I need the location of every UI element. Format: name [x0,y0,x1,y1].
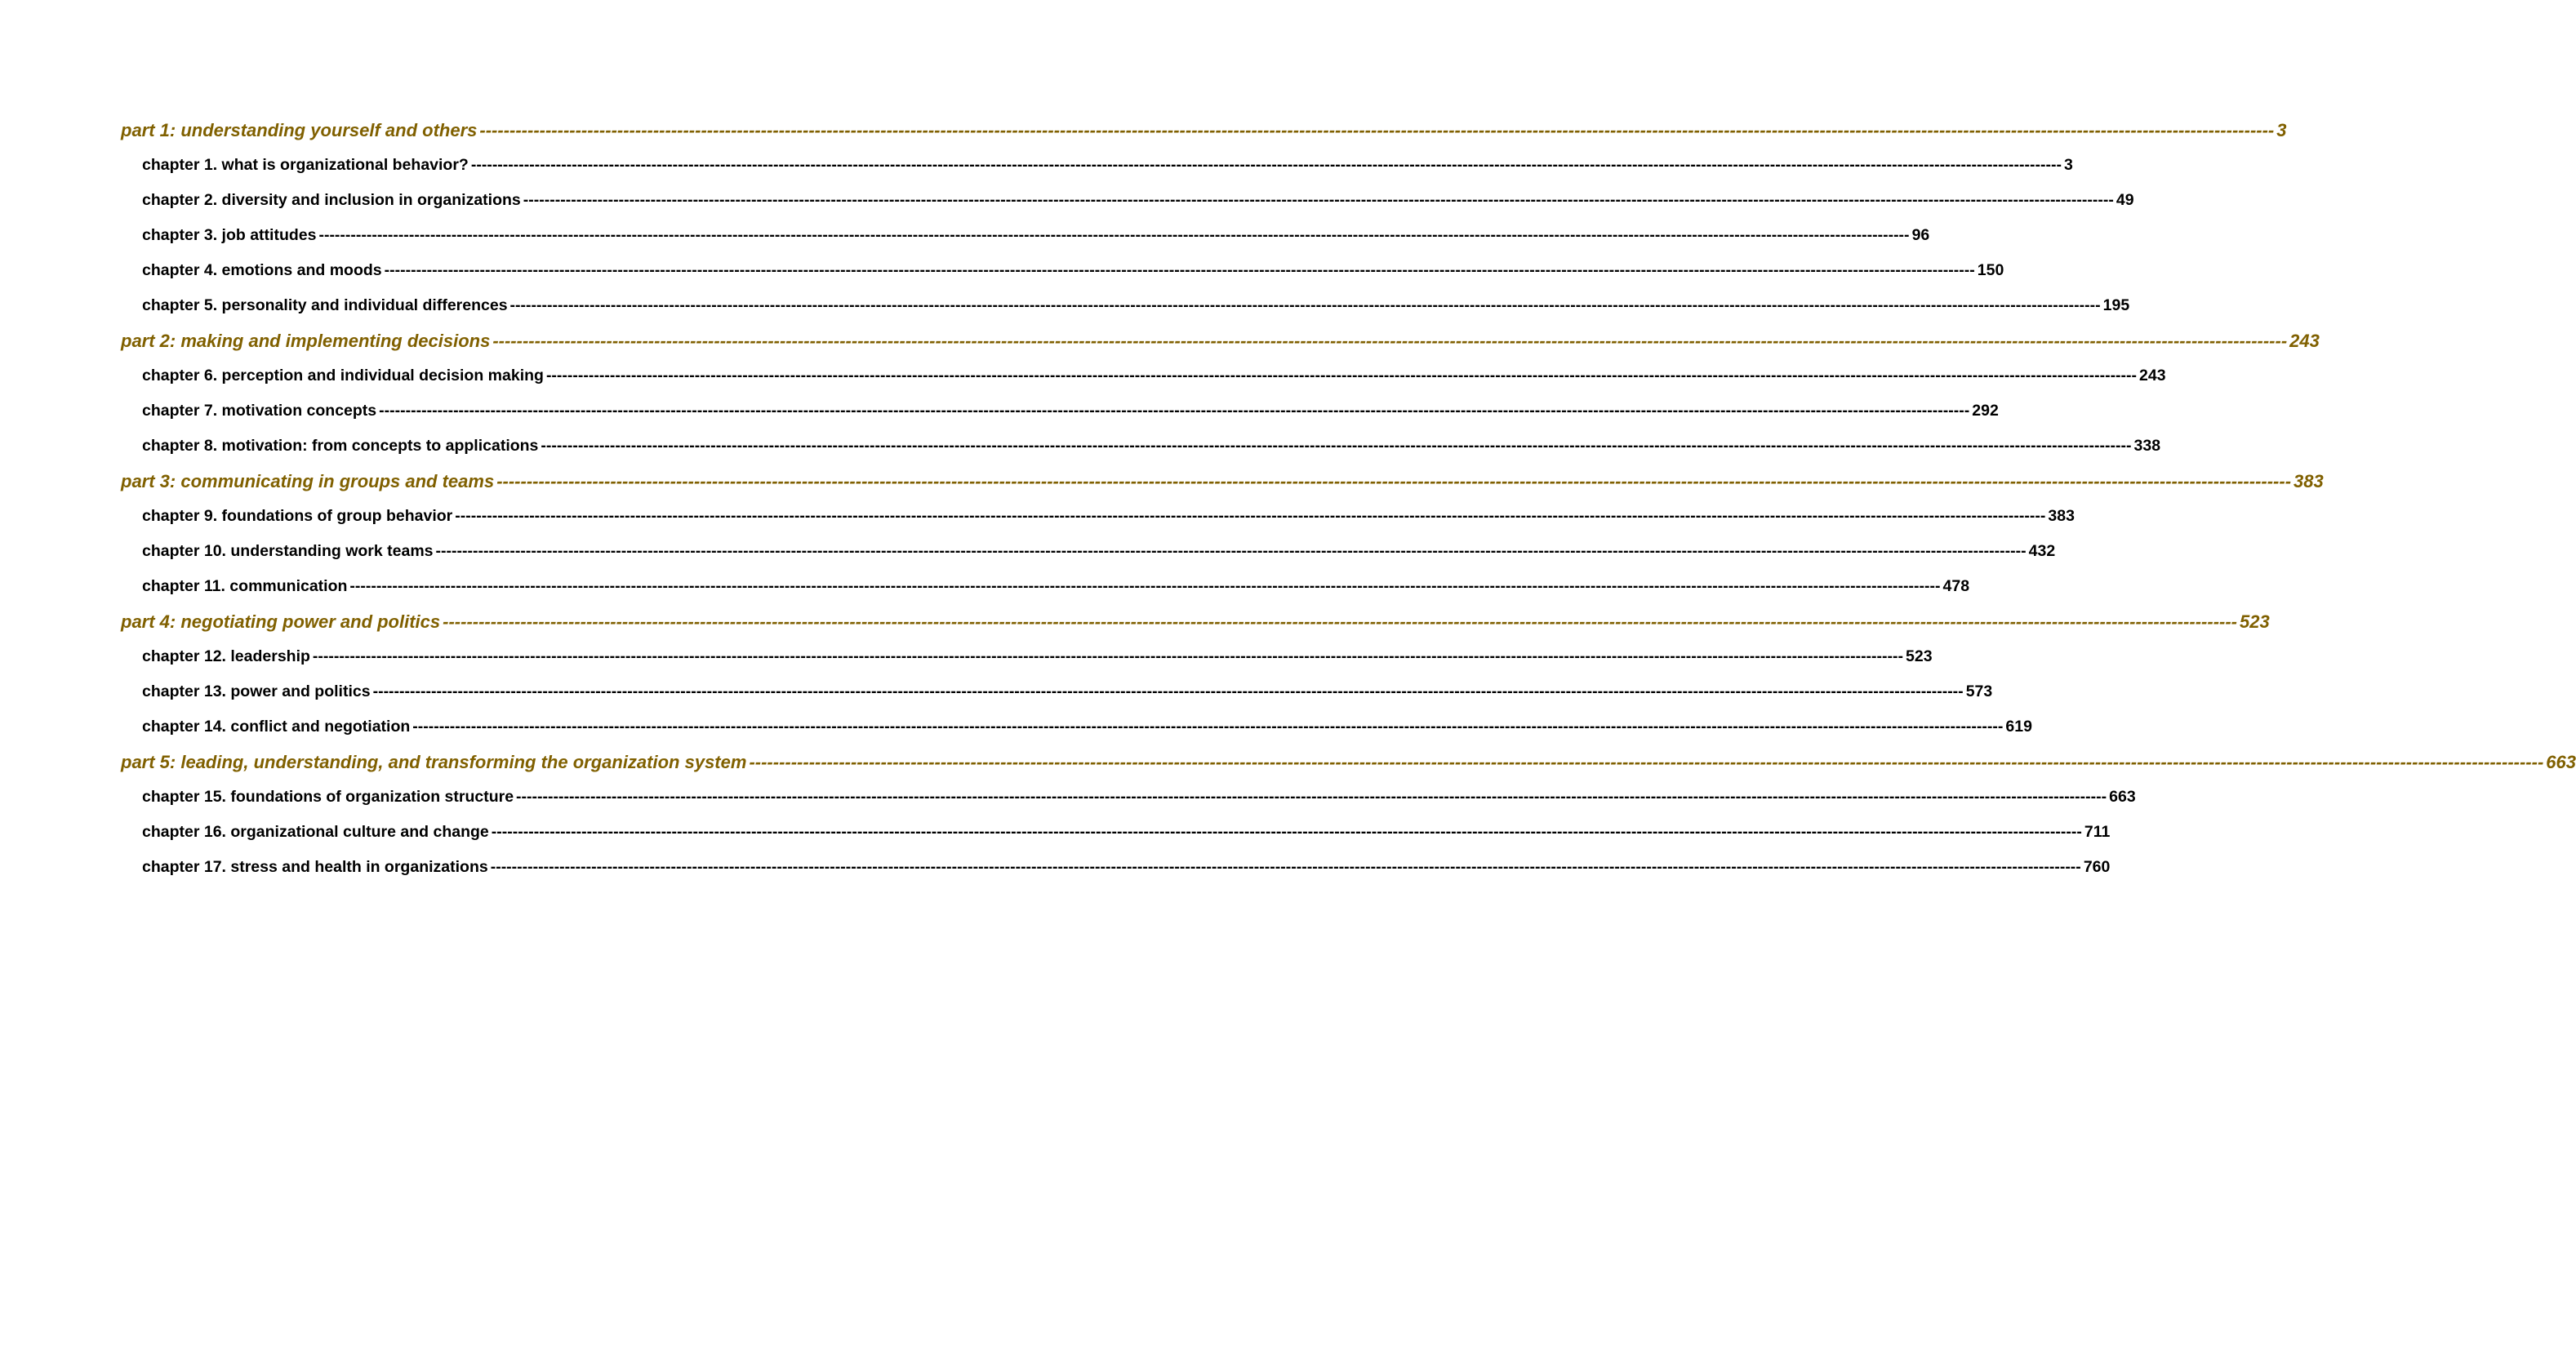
toc-part-page-number: 243 [2289,331,2320,351]
toc-part-row[interactable] [121,470,2324,505]
toc-part-row[interactable] [121,611,2270,646]
toc-part-page-number: 663 [2546,752,2576,772]
toc-dot-leader: ------------------------------------------------------------------------------------------------------------------------------------------------------------------------------------------------------------------------------------------------------------------------------------------------------------ [523,191,2114,209]
toc-chapter-title: chapter 2. diversity and inclusion in organizations [142,191,521,209]
toc-chapter-row[interactable] [121,435,2161,470]
toc-dot-leader: ------------------------------------------------------------------------------------------------------------------------------------------------------------------------------------------------------------------------------------------------------------------------------------------------------------ [312,647,1904,665]
toc-chapter-page-number: 383 [2048,507,2075,525]
toc-dot-leader: ------------------------------------------------------------------------------------------------------------------------------------------------------------------------------------------------------------------------------------------------------------------------------------------------------------ [443,611,2237,632]
toc-dot-leader: ------------------------------------------------------------------------------------------------------------------------------------------------------------------------------------------------------------------------------------------------------------------------------------------------------------ [412,718,2004,736]
toc-dot-leader: ------------------------------------------------------------------------------------------------------------------------------------------------------------------------------------------------------------------------------------------------------------------------------------------------------------ [541,437,2132,455]
toc-chapter-row[interactable] [121,681,1993,716]
toc-dot-leader: ------------------------------------------------------------------------------------------------------------------------------------------------------------------------------------------------------------------------------------------------------------------------------------------------------------ [470,156,2062,174]
toc-chapter-page-number: 478 [1942,577,1970,595]
toc-part-title: part 1: understanding yourself and others [121,120,478,140]
toc-chapter-title: chapter 8. motivation: from concepts to applications [142,437,539,455]
toc-chapter-title: chapter 11. communication [142,577,348,595]
toc-chapter-page-number: 338 [2133,437,2161,455]
toc-chapter-row[interactable] [121,576,1970,611]
toc-dot-leader: ------------------------------------------------------------------------------------------------------------------------------------------------------------------------------------------------------------------------------------------------------------------------------------------------------------ [496,471,2292,491]
toc-chapter-row[interactable] [121,154,2073,189]
toc-chapter-row[interactable] [121,786,2136,821]
toc-dot-leader: ------------------------------------------------------------------------------------------------------------------------------------------------------------------------------------------------------------------------------------------------------------------------------------------------------------ [318,226,1910,244]
toc-chapter-page-number: 663 [2109,788,2136,806]
toc-chapter-title: chapter 12. leadership [142,647,310,665]
toc-dot-leader: ------------------------------------------------------------------------------------------------------------------------------------------------------------------------------------------------------------------------------------------------------------------------------------------------------------ [455,507,2046,525]
toc-part-page-number: 383 [2293,471,2324,491]
toc-chapter-title: chapter 13. power and politics [142,682,371,700]
toc-chapter-title: chapter 6. perception and individual decision making [142,367,544,385]
toc-chapter-page-number: 96 [1911,226,1930,244]
toc-part-row[interactable] [121,330,2320,365]
toc-dot-leader: ------------------------------------------------------------------------------------------------------------------------------------------------------------------------------------------------------------------------------------------------------------------------------------------------------------ [545,367,2138,385]
toc-chapter-row[interactable] [121,716,2032,751]
toc-chapter-page-number: 49 [2116,191,2134,209]
toc-part-title: part 5: leading, understanding, and transforming the organization system [121,752,747,772]
toc-dot-leader: ------------------------------------------------------------------------------------------------------------------------------------------------------------------------------------------------------------------------------------------------------------------------------------------------------------ [516,788,2107,806]
toc-chapter-title: chapter 15. foundations of organization structure [142,788,514,806]
toc-dot-leader: ------------------------------------------------------------------------------------------------------------------------------------------------------------------------------------------------------------------------------------------------------------------------------------------------------------ [379,402,1970,420]
toc-chapter-row[interactable] [121,400,1999,435]
toc-chapter-page-number: 619 [2005,718,2032,736]
toc-chapter-title: chapter 5. personality and individual differences [142,296,508,314]
toc-chapter-row[interactable] [121,856,2111,891]
toc-part-row[interactable] [121,751,2576,786]
toc-dot-leader: ------------------------------------------------------------------------------------------------------------------------------------------------------------------------------------------------------------------------------------------------------------------------------------------------------------ [435,542,2027,560]
toc-dot-leader: ------------------------------------------------------------------------------------------------------------------------------------------------------------------------------------------------------------------------------------------------------------------------------------------------------------ [384,261,1975,279]
toc-chapter-page-number: 760 [2083,858,2111,876]
toc-part-title: part 3: communicating in groups and teams [121,471,495,491]
toc-chapter-row[interactable] [121,295,2130,330]
toc-chapter-page-number: 195 [2102,296,2130,314]
toc-chapter-title: chapter 17. stress and health in organizations [142,858,488,876]
table-of-contents [121,119,2576,891]
toc-dot-leader: ------------------------------------------------------------------------------------------------------------------------------------------------------------------------------------------------------------------------------------------------------------------------------------------------------------ [349,577,1941,595]
toc-chapter-page-number: 432 [2028,542,2056,560]
toc-chapter-page-number: 573 [1965,682,1993,700]
toc-chapter-title: chapter 16. organizational culture and change [142,823,489,841]
toc-chapter-title: chapter 9. foundations of group behavior [142,507,453,525]
toc-part-page-number: 3 [2276,120,2287,140]
toc-chapter-page-number: 243 [2139,367,2166,385]
toc-dot-leader: ------------------------------------------------------------------------------------------------------------------------------------------------------------------------------------------------------------------------------------------------------------------------------------------------------------ [509,296,2101,314]
toc-part-row[interactable] [121,119,2287,154]
toc-chapter-title: chapter 7. motivation concepts [142,402,377,420]
toc-chapter-page-number: 711 [2084,823,2111,841]
toc-dot-leader: ------------------------------------------------------------------------------------------------------------------------------------------------------------------------------------------------------------------------------------------------------------------------------------------------------------ [372,682,1964,700]
toc-chapter-title: chapter 4. emotions and moods [142,261,382,279]
toc-chapter-row[interactable] [121,189,2134,224]
toc-part-title: part 2: making and implementing decisions [121,331,491,351]
toc-dot-leader: ------------------------------------------------------------------------------------------------------------------------------------------------------------------------------------------------------------------------------------------------------------------------------------------------------------ [492,331,2288,351]
toc-dot-leader: ------------------------------------------------------------------------------------------------------------------------------------------------------------------------------------------------------------------------------------------------------------------------------------------------------------ [491,823,2082,841]
toc-chapter-row[interactable] [121,821,2111,856]
toc-chapter-row[interactable] [121,260,2004,295]
toc-dot-leader: ------------------------------------------------------------------------------------------------------------------------------------------------------------------------------------------------------------------------------------------------------------------------------------------------------------ [490,858,2081,876]
toc-chapter-row[interactable] [121,505,2075,540]
toc-chapter-page-number: 523 [1906,647,1933,665]
toc-chapter-title: chapter 1. what is organizational behavior? [142,156,469,174]
toc-chapter-title: chapter 10. understanding work teams [142,542,434,560]
toc-part-page-number: 523 [2240,611,2270,632]
toc-chapter-page-number: 3 [2063,156,2073,174]
toc-chapter-row[interactable] [121,365,2166,400]
toc-dot-leader: ------------------------------------------------------------------------------------------------------------------------------------------------------------------------------------------------------------------------------------------------------------------------------------------------------------ [749,752,2544,772]
toc-chapter-row[interactable] [121,540,2056,576]
toc-part-title: part 4: negotiating power and politics [121,611,441,632]
toc-chapter-title: chapter 3. job attitudes [142,226,317,244]
toc-chapter-row[interactable] [121,224,1930,260]
toc-dot-leader: ------------------------------------------------------------------------------------------------------------------------------------------------------------------------------------------------------------------------------------------------------------------------------------------------------------ [479,120,2275,140]
toc-chapter-title: chapter 14. conflict and negotiation [142,718,411,736]
toc-chapter-row[interactable] [121,646,1933,681]
toc-chapter-page-number: 292 [1972,402,1999,420]
toc-chapter-page-number: 150 [1977,261,2004,279]
